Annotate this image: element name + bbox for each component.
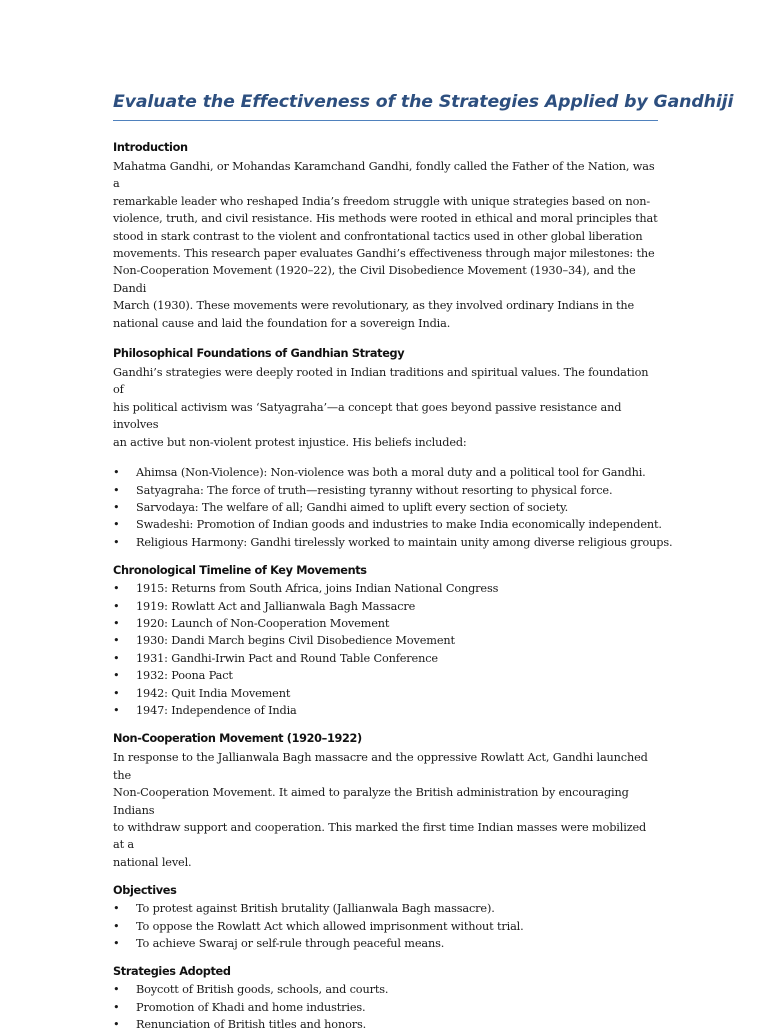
paragraph-line: an active but non-violent protest injustice. His beliefs included: — [113, 435, 467, 449]
paragraph-line: Non-Cooperation Movement (1920–22), the Civil Disobedience Movement (1930–34), and the Dandi — [113, 264, 636, 295]
objectives-heading: Objectives — [113, 884, 177, 898]
timeline-list — [113, 580, 658, 719]
bullet-glyph: • — [113, 466, 120, 480]
paragraph-line: national cause and laid the foundation for a sovereign India. — [113, 316, 451, 330]
bullet-glyph: • — [113, 582, 120, 596]
timeline-heading: Chronological Timeline of Key Movements — [113, 564, 367, 578]
bullet-glyph: • — [113, 902, 120, 916]
noncoop-heading: Non-Cooperation Movement (1920–1922) — [113, 732, 362, 746]
list-item: • 1931: Gandhi-Irwin Pact and Round Table Conference — [113, 650, 658, 667]
bullet-glyph: • — [113, 983, 120, 997]
bullet-glyph: • — [113, 669, 120, 683]
introduction-heading: Introduction — [113, 141, 188, 154]
list-item: • 1932: Poona Pact — [113, 667, 658, 684]
philosophy-paragraph — [113, 364, 658, 451]
list-item: • Boycott of British goods, schools, and courts. — [113, 981, 658, 998]
paragraph-line: In response to the Jallianwala Bagh massacre and the oppressive Rowlatt Act, Gandhi launched the — [113, 751, 648, 782]
document-title: Evaluate the Effectiveness of the Strategies Applied by Gandhiji — [113, 92, 658, 121]
introduction-paragraph — [113, 158, 658, 332]
list-item: • Ahimsa (Non-Violence): Non-violence was both a moral duty and a political tool for Gandhi. — [113, 464, 658, 481]
list-item: • 1947: Independence of India — [113, 702, 658, 719]
bullet-glyph: • — [113, 703, 120, 717]
bullet-glyph: • — [113, 937, 120, 951]
paragraph-line: stood in stark contrast to the violent and confrontational tactics used in other global liberation — [113, 229, 643, 243]
bullet-glyph: • — [113, 686, 120, 700]
list-item: • Promotion of Khadi and home industries. — [113, 999, 658, 1016]
strategies-list — [113, 981, 658, 1033]
bullet-glyph: • — [113, 483, 120, 497]
philosophy-heading: Philosophical Foundations of Gandhian Strategy — [113, 347, 405, 361]
bullet-glyph: • — [113, 518, 120, 532]
paragraph-line: March (1930). These movements were revolutionary, as they involved ordinary Indians in the — [113, 299, 635, 313]
paragraph-line: Non-Cooperation Movement. It aimed to paralyze the British administration by encouraging Indians — [113, 786, 629, 817]
noncoop-paragraph — [113, 749, 658, 871]
list-item: • Swadeshi: Promotion of Indian goods and industries to make India economically independent. — [113, 516, 658, 533]
list-item: • To achieve Swaraj or self-rule through peaceful means. — [113, 935, 658, 952]
bullet-glyph: • — [113, 599, 120, 613]
bullet-glyph: • — [113, 500, 120, 514]
paragraph-line: his political activism was ‘Satyagraha’—a concept that goes beyond passive resistance and involves — [113, 400, 622, 432]
list-item: • Satyagraha: The force of truth—resisting tyranny without resorting to physical force. — [113, 482, 658, 499]
bullet-glyph: • — [113, 535, 120, 549]
bullet-glyph: • — [113, 616, 120, 630]
strategies-heading: Strategies Adopted — [113, 965, 231, 979]
paragraph-line: remarkable leader who reshaped India’s freedom struggle with unique strategies based on non- — [113, 194, 651, 208]
bullet-glyph: • — [113, 919, 120, 933]
paragraph-line: to withdraw support and cooperation. This marked the first time Indian masses were mobilized at a — [113, 821, 647, 852]
list-item: • Renunciation of British titles and honors. — [113, 1016, 658, 1033]
list-item: • To oppose the Rowlatt Act which allowed imprisonment without trial. — [113, 918, 658, 935]
bullet-glyph: • — [113, 634, 120, 648]
paragraph-line: movements. This research paper evaluates Gandhi’s effectiveness through major milestones: the — [113, 247, 655, 261]
paragraph-line: national level. — [113, 855, 192, 869]
list-item: • 1919: Rowlatt Act and Jallianwala Bagh Massacre — [113, 598, 658, 615]
bullet-glyph: • — [113, 1000, 120, 1014]
list-item: • 1942: Quit India Movement — [113, 685, 658, 702]
paragraph-line: Mahatma Gandhi, or Mohandas Karamchand Gandhi, fondly called the Father of the Nation, was a — [113, 160, 655, 191]
list-item: • Religious Harmony: Gandhi tirelessly worked to maintain unity among diverse religious groups. — [113, 534, 658, 551]
bullet-glyph: • — [113, 651, 120, 665]
list-item: • 1915: Returns from South Africa, joins Indian National Congress — [113, 580, 658, 597]
objectives-list — [113, 900, 658, 952]
document-body — [113, 92, 734, 1034]
list-item: • Sarvodaya: The welfare of all; Gandhi aimed to uplift every section of society. — [113, 499, 658, 516]
list-item: • 1920: Launch of Non-Cooperation Movement — [113, 615, 658, 632]
list-item: • 1930: Dandi March begins Civil Disobedience Movement — [113, 632, 658, 649]
paragraph-line: Gandhi’s strategies were deeply rooted in Indian traditions and spiritual values. The foundation of — [113, 366, 649, 397]
list-item: • To protest against British brutality (Jallianwala Bagh massacre). — [113, 900, 658, 917]
beliefs-list — [113, 464, 673, 551]
paragraph-line: violence, truth, and civil resistance. His methods were rooted in ethical and moral principles that — [113, 212, 658, 226]
bullet-glyph: • — [113, 1018, 120, 1032]
